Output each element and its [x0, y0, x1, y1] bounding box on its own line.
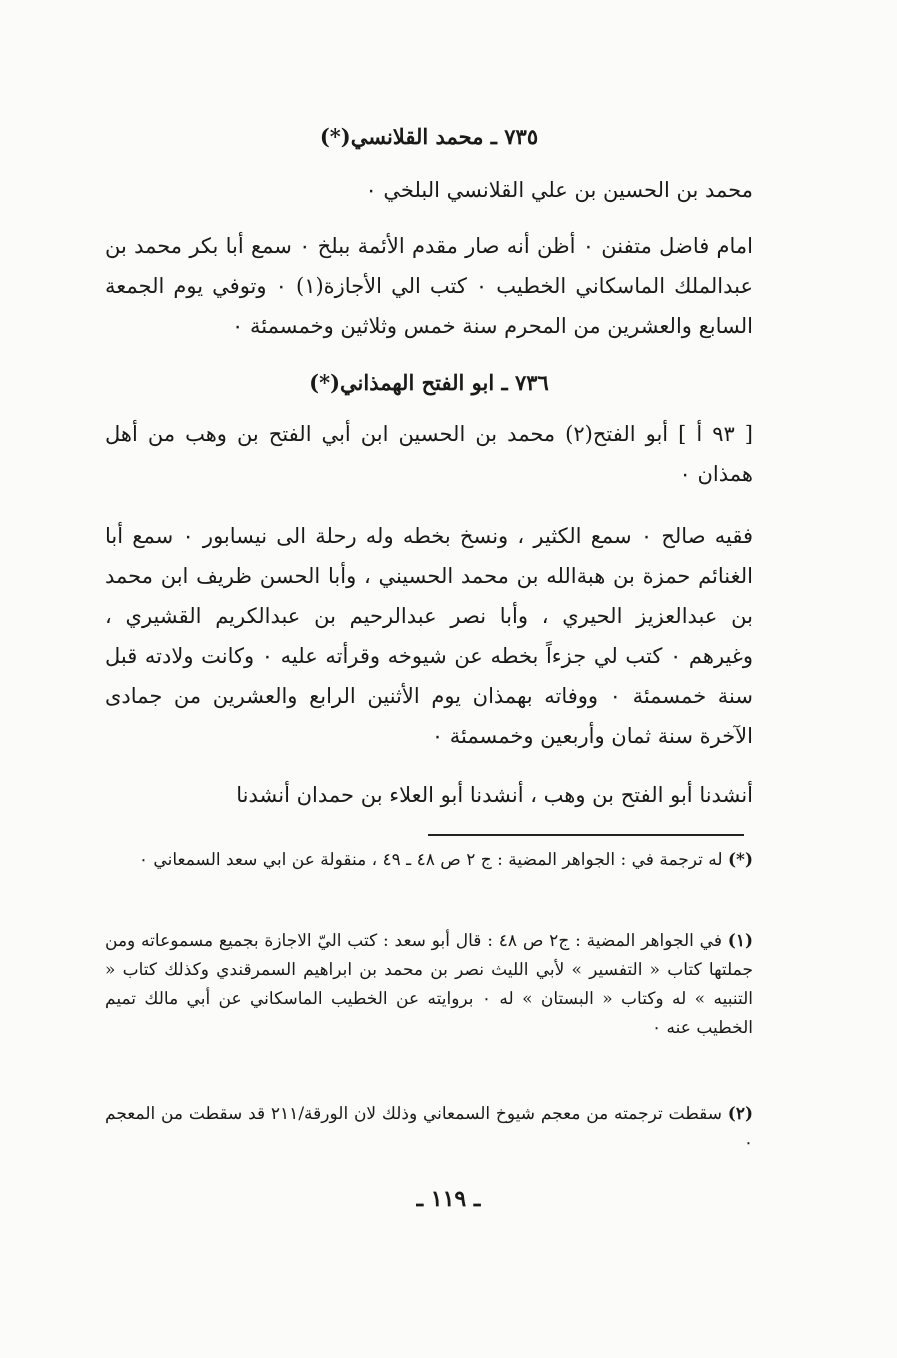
footnote-star-label: (*) — [728, 850, 753, 870]
footnote-star — [105, 846, 753, 875]
entry-736-poem-intro: أنشدنا أبو الفتح بن وهب ، أنشدنا أبو العلاء بن حمدان أنشدنا — [236, 783, 753, 807]
footnote-2-label: (٢) — [727, 1104, 753, 1124]
entry-735-bio-block — [105, 226, 753, 346]
entry-736-poem-intro-block — [105, 775, 753, 815]
entry-735-name-block — [105, 170, 753, 210]
entry-736-bio-block — [105, 516, 753, 756]
footnote-2 — [105, 1100, 753, 1158]
entry-735-bio: امام فاضل متفنن ٠ أظن أنه صار مقدم الأئمة ببلخ ٠ سمع أبا بكر محمد بن عبدالملك الماسكاني الخطيب ٠ كتب الي الأجازة(١) ٠ وتوفي يوم الجمعة السابع والعشرين من المحرم سنة خمس وثلاثين وخمسمئة ٠ — [105, 234, 754, 338]
entry-736-name-block — [105, 414, 753, 494]
entry-736-bio: فقيه صالح ٠ سمع الكثير ، ونسخ بخطه وله رحلة الى نيسابور ٠ سمع أبا الغنائم حمزة بن هبةالله بن محمد الحسيني ، وأبا الحسن ظريف ابن محمد بن عبدالعزيز الحيري ، وأبا نصر عبدالرحيم بن عبدالكريم القشيري ، وغيرهم ٠ كتب لي جزءاً بخطه عن شيوخه وقرأته عليه ٠ وكانت ولادته قبل سنة خمسمئة ٠ ووفاته بهمذان يوم الأثنين الرابع والعشرين من جمادى الآخرة سنة ثمان وأربعين وخمسمئة ٠ — [105, 524, 754, 748]
footnote-divider — [428, 834, 744, 836]
entry-735-name-line: محمد بن الحسين بن علي القلانسي البلخي ٠ — [365, 178, 753, 202]
page-number: ـ ١١٩ ـ — [416, 1186, 481, 1212]
entry-735-heading: ٧٣٥ ـ محمد القلانسي(*) — [319, 124, 539, 149]
footnote-1-text: في الجواهر المضية : ج٢ ص ٤٨ : قال أبو سعد : كتب اليّ الاجازة بجميع مسموعاته ومن جملتها كتاب « التفسير » لأبي الليث نصر بن محمد بن ابراهيم السمرقندي وكذلك كتاب « التنبيه » له وكتاب « البستان » له ٠ بروايته عن الخطيب الماسكاني عن أبي مالك تميم الخطيب عنه ٠ — [105, 931, 754, 1038]
footnote-1 — [105, 927, 753, 1043]
footnote-star-text: له ترجمة في : الجواهر المضية : ج ٢ ص ٤٨ ـ ٤٩ ، منقولة عن ابي سعد السمعاني ٠ — [138, 850, 723, 870]
entry-736-heading: ٧٣٦ ـ ابو الفتح الهمذاني(*) — [309, 370, 549, 395]
footnote-1-label: (١) — [727, 931, 753, 951]
entry-736-name-line: [ ٩٣ أ ] أبو الفتح(٢) محمد بن الحسين ابن أبي الفتح بن وهب من أهل همذان ٠ — [105, 422, 753, 486]
footnote-2-text: سقطت ترجمته من معجم شيوخ السمعاني وذلك لان الورقة/٢١١ قد سقطت من المعجم ٠ — [105, 1104, 753, 1153]
